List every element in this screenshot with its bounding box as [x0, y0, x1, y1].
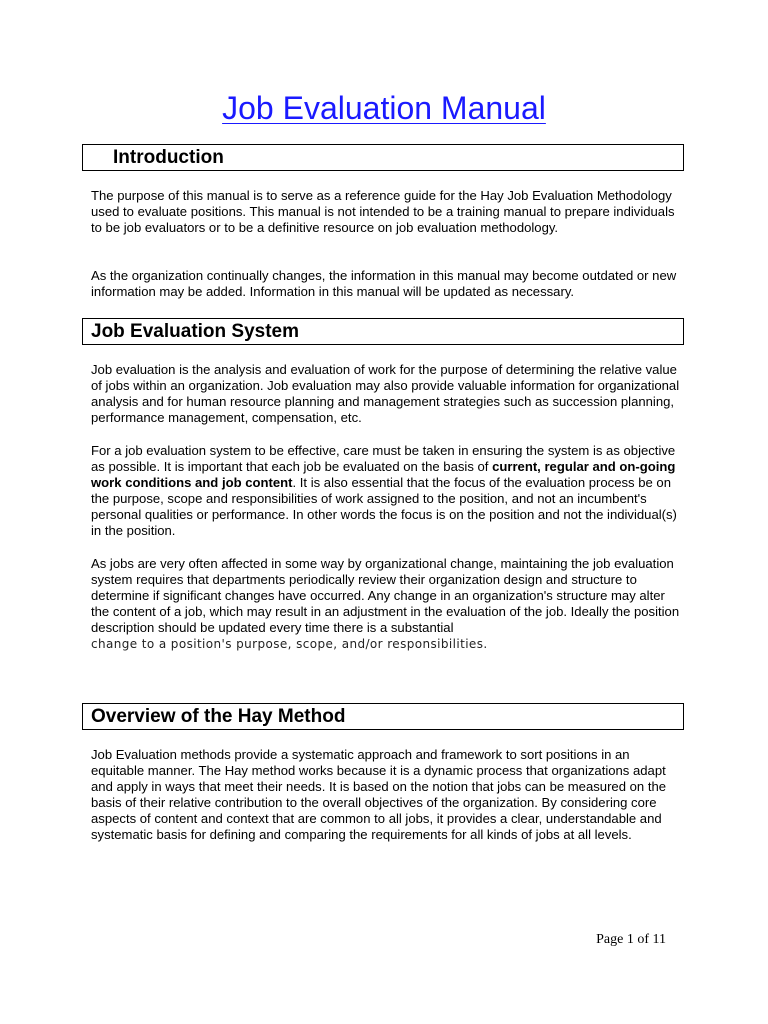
section-heading-hay-method — [82, 703, 684, 730]
system-paragraph-2-text-start: For a job evaluation system to be effective, care must be taken in ensuring the system is as objective as possible. It is important that each job be evaluated on the basis of — [91, 443, 676, 474]
system-paragraph-2 — [91, 443, 683, 539]
page-number: Page 1 of 11 — [596, 932, 666, 947]
system-paragraph-2-text-end: . It is also essential that the focus of the evaluation process be on the purpose, scope and responsibilities of work assigned to the position, and not an incumbent's personal qualities or performance. In other words the focus is on the position and not the individual(s) in the position. — [91, 475, 677, 538]
hay-paragraph: Job Evaluation methods provide a systematic approach and framework to sort positions in an equitable manner. The Hay method works because it is a dynamic process that organizations adapt and apply in ways that meet their needs. It is based on the notion that jobs can be measured on the basis of their relative contribution to the overall objectives of the organization. By considering core aspects of content and context that are common to all jobs, it provides a clear, understandable and systematic basis for defining and comparing the requirements for all kinds of jobs at all levels. — [91, 747, 667, 842]
section-heading-introduction — [82, 144, 684, 171]
section-heading-text: Introduction — [113, 146, 224, 168]
section-heading-text: Overview of the Hay Method — [91, 705, 346, 727]
system-paragraph-3-text: As jobs are very often affected in some way by organizational change, maintaining the job evaluation system requires that departments periodically review their organization design and structure to determine if significant changes have occurred. Any change in an organization's structure may alter the content of a job, which may result in an adjustment in the evaluation of the job. Ideally the position description should be updated every time there is a substantial — [91, 556, 680, 635]
system-paragraph-2-emphasis: current, regular and on-going work conditions and job content — [91, 459, 676, 490]
system-paragraph-3 — [91, 556, 683, 652]
system-paragraph-3-last-line: change to a position's purpose, scope, and/or responsibilities. — [91, 637, 488, 651]
intro-paragraph-1: The purpose of this manual is to serve as a reference guide for the Hay Job Evaluation Methodology used to evaluate positions. This manual is not intended to be a training manual to prepare individuals to be job evaluators or to be a definitive resource on job evaluation methodology. — [91, 188, 675, 235]
section-heading-job-evaluation-system — [82, 318, 684, 345]
system-paragraph-1: Job evaluation is the analysis and evaluation of work for the purpose of determining the relative value of jobs within an organization. Job evaluation may also provide valuable information for organizational analysis and for human resource planning and management strategies such as succession planning, performance management, compensation, etc. — [91, 362, 680, 425]
intro-paragraph-2: As the organization continually changes, the information in this manual may become outdated or new information may be added. Information in this manual will be updated as necessary. — [91, 268, 677, 299]
section-heading-text: Job Evaluation System — [91, 320, 300, 342]
document-title: Job Evaluation Manual — [222, 90, 546, 126]
